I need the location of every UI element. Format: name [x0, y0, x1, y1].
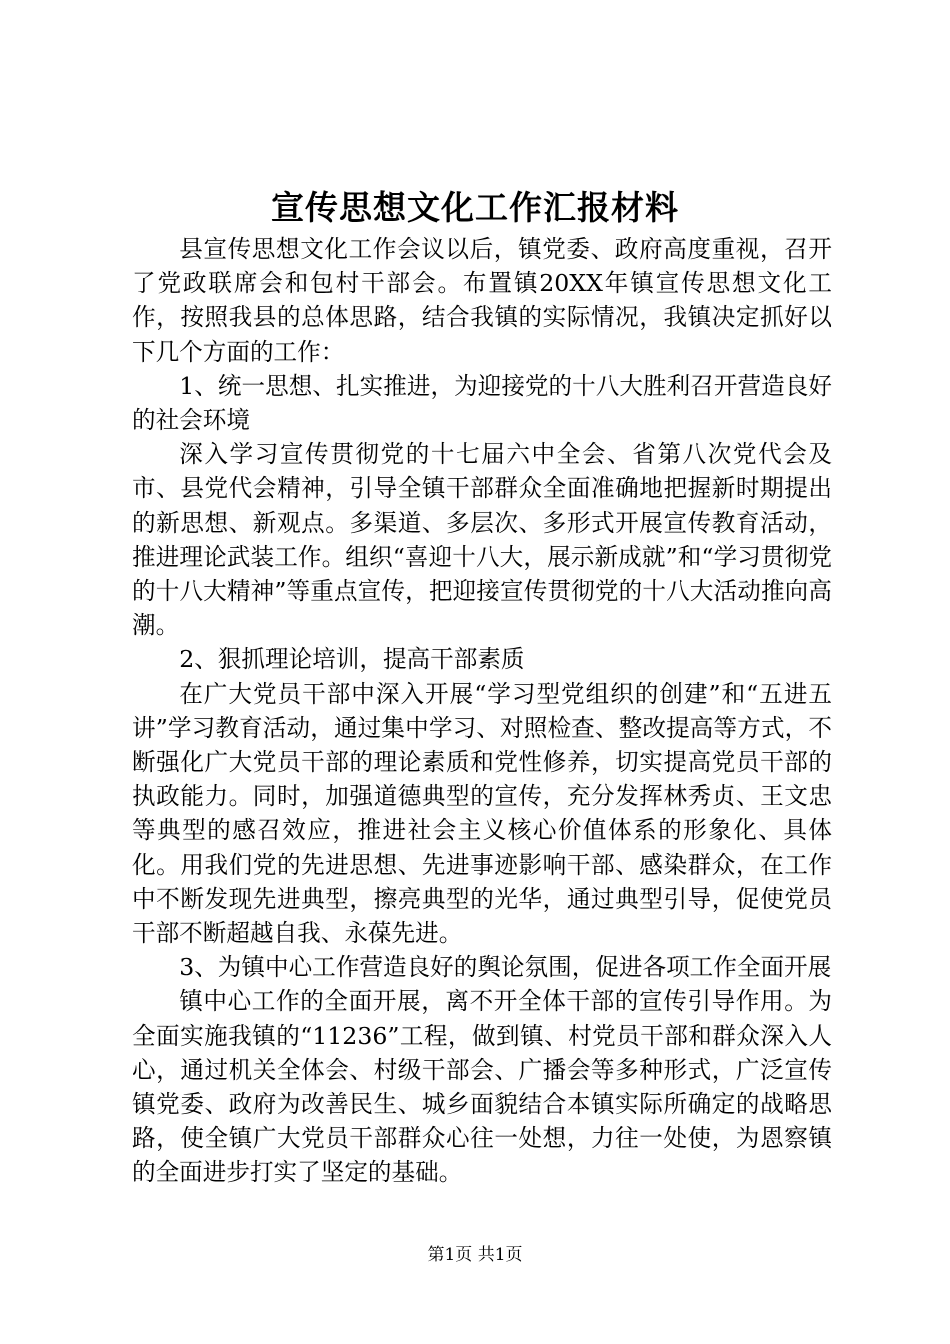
- intro-paragraph: 县宣传思想文化工作会议以后，镇党委、政府高度重视，召开了党政联席会和包村干部会。布置镇20XX年镇宣传思想文化工作，按照我县的总体思路，结合我镇的实际情况，我镇决定抓好以下几个方面的工作：: [132, 235, 832, 366]
- section-paragraph-3: 镇中心工作的全面开展，离不开全体干部的宣传引导作用。为全面实施我镇的“11236”工程，做到镇、村党员干部和群众深入人心，通过机关全体会、村级干部会、广播会等多种形式，广泛宣传镇党委、政府为改善民生、城乡面貌结合本镇实际所确定的战略思路，使全镇广大党员干部群众心往一处想，力往一处使，为恩察镇的全面进步打实了坚定的基础。: [132, 987, 832, 1187]
- section-heading-3: 3、为镇中心工作营造良好的舆论氛围，促进各项工作全面开展: [179, 953, 832, 982]
- section-paragraph-2: 在广大党员干部中深入开展“学习型党组织的创建”和“五进五讲”学习教育活动，通过集中学习、对照检查、整改提高等方式，不断强化广大党员干部的理论素质和党性修养，切实提高党员干部的执政能力。同时，加强道德典型的宣传，充分发挥林秀贞、王文忠等典型的感召效应，推进社会主义核心价值体系的形象化、具体化。用我们党的先进思想、先进事迹影响干部、感染群众，在工作中不断发现先进典型，擦亮典型的光华，通过典型引导，促使党员干部不断超越自我、永葆先进。: [132, 679, 832, 948]
- page-footer: 第1页 共1页: [427, 1245, 523, 1265]
- section-paragraph-1: 深入学习宣传贯彻党的十七届六中全会、省第八次党代会及市、县党代会精神，引导全镇干部群众全面准确地把握新时期提出的新思想、新观点。多渠道、多层次、多形式开展宣传教育活动，推进理论武装工作。组织“喜迎十八大，展示新成就”和“学习贯彻党的十八大精神”等重点宣传，把迎接宣传贯彻党的十八大活动推向高潮。: [132, 440, 832, 640]
- section-heading-1: 1、统一思想、扎实推进，为迎接党的十八大胜利召开营造良好的社会环境: [132, 371, 832, 435]
- section-heading-2: 2、狠抓理论培训，提高干部素质: [179, 645, 525, 674]
- document-body: [132, 232, 832, 1190]
- document-title: 宣传思想文化工作汇报材料: [271, 188, 679, 227]
